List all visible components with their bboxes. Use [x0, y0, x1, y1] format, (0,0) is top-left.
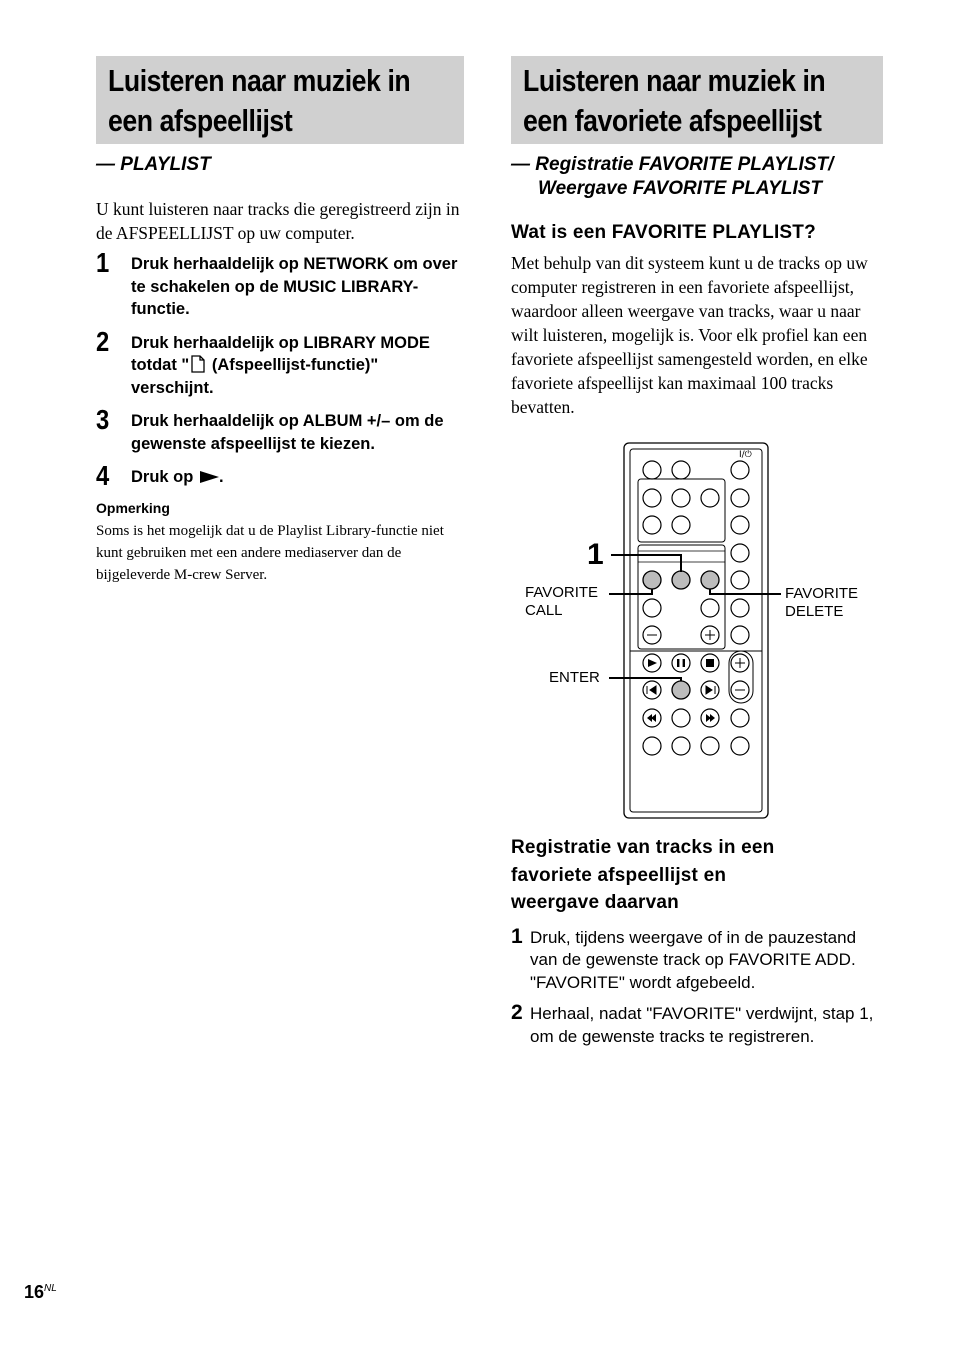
left-title-line2: een afspeellijst	[108, 103, 293, 138]
left-title-line1: Luisteren naar muziek in	[108, 63, 411, 98]
registration-section	[511, 834, 886, 1057]
registration-steps	[511, 924, 886, 1049]
step-text: Herhaal, nadat "FAVORITE" verdwijnt, stap 1, om de gewenste tracks te registreren.	[530, 1004, 874, 1046]
step-number: 4	[96, 460, 110, 491]
favorite-delete-label-2: DELETE	[785, 603, 844, 620]
step-number: 1	[96, 247, 110, 278]
step-number: 1	[511, 924, 523, 948]
favorite-call-button	[643, 571, 661, 589]
right-title-line1: Luisteren naar muziek in	[523, 63, 826, 98]
page-number	[24, 1282, 57, 1303]
step-text: Druk herhaaldelijk op NETWORK om over te schakelen op de MUSIC LIBRARY-functie.	[131, 255, 458, 318]
enter-button	[672, 681, 690, 699]
playlist-document-icon	[191, 355, 205, 373]
registration-heading	[511, 834, 886, 917]
what-text: Met behulp van dit systeem kunt u de tracks op uw computer registreren in een favoriete afspeellijst, waardoor alleen weergave van tracks, waar u naar wilt luisteren, mogelijk is. Voor elk profiel kan een favoriete afspeellijst samengesteld worden, en elke favoriete afspeellijst kan maximaal 100 tracks bevatten.	[511, 252, 868, 417]
right-subtitle	[511, 153, 883, 201]
what-heading: Wat is een FAVORITE PLAYLIST?	[511, 222, 816, 243]
right-title-box	[511, 56, 883, 144]
right-title-line2: een favoriete afspeellijst	[523, 103, 822, 138]
note-title: Opmerking	[96, 499, 170, 516]
power-label: I/⏻	[739, 450, 752, 460]
left-step-1	[96, 247, 464, 321]
favorite-call-label-2: CALL	[525, 602, 563, 619]
page-number-value: 16	[24, 1282, 45, 1302]
note-text: Soms is het mogelijk dat u de Playlist Library-functie niet kunt gebruiken met een andere mediaserver dan de bijgeleverde M-crew Server.	[96, 522, 444, 583]
left-title-box	[96, 56, 464, 144]
right-column	[511, 56, 883, 419]
step-text-before: Druk herhaaldelijk op LIBRARY MODE totdat "	[131, 333, 430, 374]
left-step-4	[96, 460, 464, 491]
step-text-after: (Afspeellijst-functie)" verschijnt.	[131, 356, 379, 397]
favorite-add-button	[672, 571, 690, 589]
callout-number: 1	[587, 538, 604, 571]
registration-heading-line3: weergave daarvan	[511, 892, 679, 913]
left-step-2	[96, 325, 464, 400]
step-text-end: .	[218, 468, 224, 486]
right-subtitle-line1: — Registratie FAVORITE PLAYLIST/	[511, 154, 834, 175]
favorite-delete-button	[701, 571, 719, 589]
right-subtitle-line2: Weergave FAVORITE PLAYLIST	[538, 178, 823, 199]
favorite-delete-label-1: FAVORITE	[785, 585, 859, 602]
page-number-suffix: NL	[44, 1283, 57, 1294]
registration-heading-line2: favoriete afspeellijst en	[511, 864, 727, 886]
registration-step-1	[511, 924, 886, 995]
step-number: 2	[511, 1001, 523, 1024]
enter-label: ENTER	[549, 669, 600, 686]
remote-control-illustration	[511, 438, 883, 823]
step-text: Druk herhaaldelijk op ALBUM +/– om de gewenste afspeellijst te kiezen.	[131, 412, 444, 453]
registration-step-2	[511, 1003, 886, 1048]
left-column	[96, 56, 464, 586]
step-number: 3	[96, 404, 110, 435]
left-steps	[96, 247, 464, 491]
step-text: Druk, tijdens weergave of in de pauzestand van de gewenste track op FAVORITE ADD. "FAVORITE" wordt afgebeeld.	[530, 927, 857, 992]
left-step-3	[96, 404, 464, 455]
play-icon	[200, 471, 219, 483]
step-text: Druk op	[131, 468, 194, 486]
registration-heading-line1: Registratie van tracks in een	[511, 837, 775, 858]
step-number: 2	[96, 325, 110, 357]
left-intro: U kunt luisteren naar tracks die geregistreerd zijn in de AFSPEELLIJST op uw computer.	[96, 199, 460, 243]
left-subtitle: — PLAYLIST	[96, 154, 211, 175]
favorite-call-label-1: FAVORITE	[525, 584, 599, 601]
